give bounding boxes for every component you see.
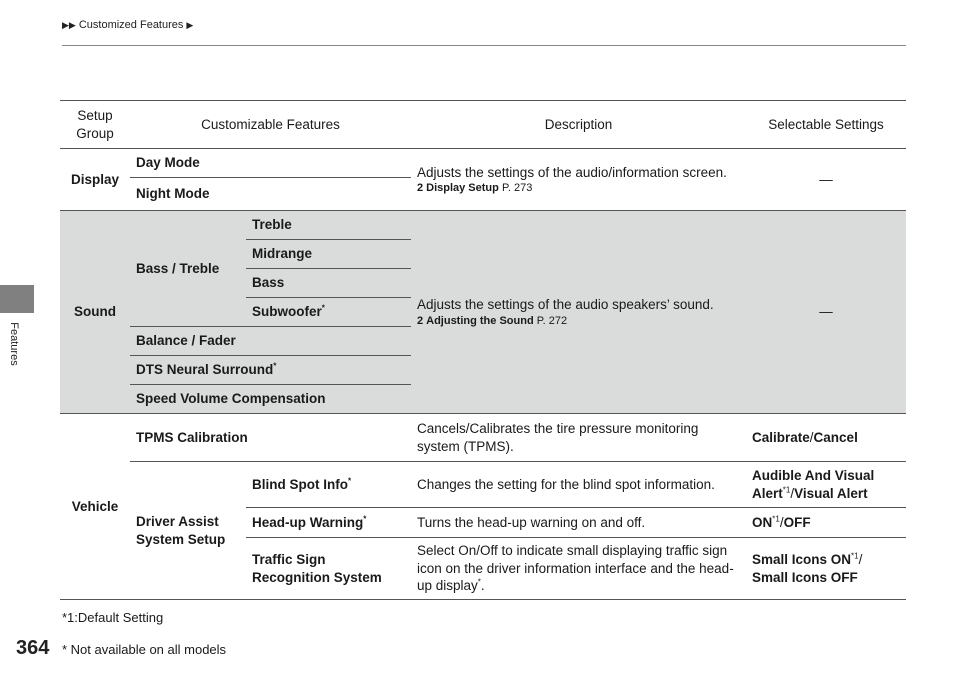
tsr-description-text: Select On/Off to indicate small displaying traffic sign icon on the driver information interface and the head-up display (417, 543, 734, 594)
tpms-settings: Calibrate/Cancel (746, 414, 906, 462)
blind-spot-description: Changes the setting for the blind spot information. (411, 462, 746, 508)
header-rule (62, 45, 906, 46)
asterisk-mark: * (477, 577, 481, 587)
group-vehicle: Vehicle (60, 414, 130, 600)
blind-spot-label: Blind Spot Info (252, 476, 348, 492)
breadcrumb (62, 19, 193, 31)
sound-ref-page: P. 272 (536, 314, 568, 327)
asterisk-mark: * (347, 476, 352, 486)
feature-hud (246, 508, 411, 538)
tsr-description: Select On/Off to indicate small displaying traffic sign icon on the driver information interface and the head-up display*. (411, 538, 746, 600)
default-mark: *1 (851, 551, 859, 561)
feature-night-mode: Night Mode (130, 178, 411, 211)
feature-tpms: TPMS Calibration (130, 414, 411, 462)
feature-midrange: Midrange (246, 240, 411, 269)
blind-spot-settings: Audible And Visual Alert$^{*1}$/Visual Alert (746, 462, 906, 508)
group-sound: Sound (60, 211, 130, 414)
sound-description (411, 211, 746, 414)
feature-tsr: Traffic Sign Recognition System (246, 538, 411, 600)
hud-settings: ON$^{*1}$/OFF (746, 508, 906, 538)
header-description: Description (411, 101, 746, 149)
page-number: 364 (16, 637, 50, 659)
feature-day-mode: Day Mode (130, 149, 411, 178)
tpms-setting-a: Calibrate (752, 429, 810, 445)
feature-bass: Bass (246, 269, 411, 298)
feature-driver-assist: Driver Assist System Setup (130, 462, 246, 600)
tpms-setting-b: Cancel (813, 429, 858, 445)
default-mark: *1 (782, 485, 791, 495)
display-description (411, 149, 746, 211)
header-selectable-settings: Selectable Settings (746, 101, 906, 149)
tsr-settings: Small Icons ON$^{*1}$/ Small Icons OFF (746, 538, 906, 600)
sound-settings: — (746, 211, 906, 414)
subwoofer-label: Subwoofer (252, 304, 322, 320)
sound-description-text: Adjusts the settings of the audio speakers’ sound. (417, 297, 714, 313)
display-settings: — (746, 149, 906, 211)
group-display: Display (60, 149, 130, 211)
reference-arrow-icon: 2 (417, 314, 424, 327)
hud-setting-a: ON (752, 514, 773, 530)
feature-bass-treble: Bass / Treble (130, 211, 246, 327)
default-mark: *1 (772, 514, 780, 524)
hud-label: Head-up Warning (252, 514, 364, 530)
feature-balance-fader: Balance / Fader (130, 327, 411, 356)
sound-reference (417, 314, 740, 328)
display-reference (417, 181, 740, 195)
asterisk-mark: * (321, 303, 325, 313)
blind-spot-setting-b: Visual Alert (794, 485, 868, 501)
asterisk-mark: * (363, 514, 367, 524)
tpms-description: Cancels/Calibrates the tire pressure monitoring system (TPMS). (411, 414, 746, 462)
header-setup-group: Setup Group (60, 101, 130, 149)
feature-dts (130, 356, 411, 385)
feature-speed-volume: Speed Volume Compensation (130, 385, 411, 414)
display-ref-page: P. 273 (501, 182, 533, 195)
breadcrumb-item[interactable]: Customized Features (78, 19, 184, 31)
feature-treble: Treble (246, 211, 411, 240)
section-label: Features (8, 322, 20, 366)
availability-footnote: * Not available on all models (62, 642, 227, 657)
tsr-setting-b: Small Icons OFF (752, 569, 858, 585)
section-tab-marker (0, 285, 34, 313)
dts-label: DTS Neural Surround (136, 362, 274, 378)
asterisk-mark: * (273, 361, 277, 371)
header-customizable-features: Customizable Features (130, 101, 411, 149)
double-arrow-icon: ▶▶ (62, 19, 76, 30)
feature-subwoofer (246, 298, 411, 327)
hud-description: Turns the head-up warning on and off. (411, 508, 746, 538)
blind-spot-setting-a: Audible And Visual Alert (752, 468, 875, 501)
tsr-setting-a: Small Icons ON (752, 552, 852, 568)
customized-features-table (60, 100, 906, 600)
default-setting-footnote: *1:Default Setting (62, 610, 164, 625)
feature-blind-spot (246, 462, 411, 508)
display-description-text: Adjusts the settings of the audio/information screen. (417, 164, 727, 180)
sound-ref-label[interactable]: Adjusting the Sound (426, 314, 534, 327)
hud-setting-b: OFF (783, 514, 811, 530)
reference-arrow-icon: 2 (417, 182, 424, 195)
arrow-icon: ▶ (186, 19, 194, 30)
display-ref-label[interactable]: Display Setup (426, 182, 499, 195)
